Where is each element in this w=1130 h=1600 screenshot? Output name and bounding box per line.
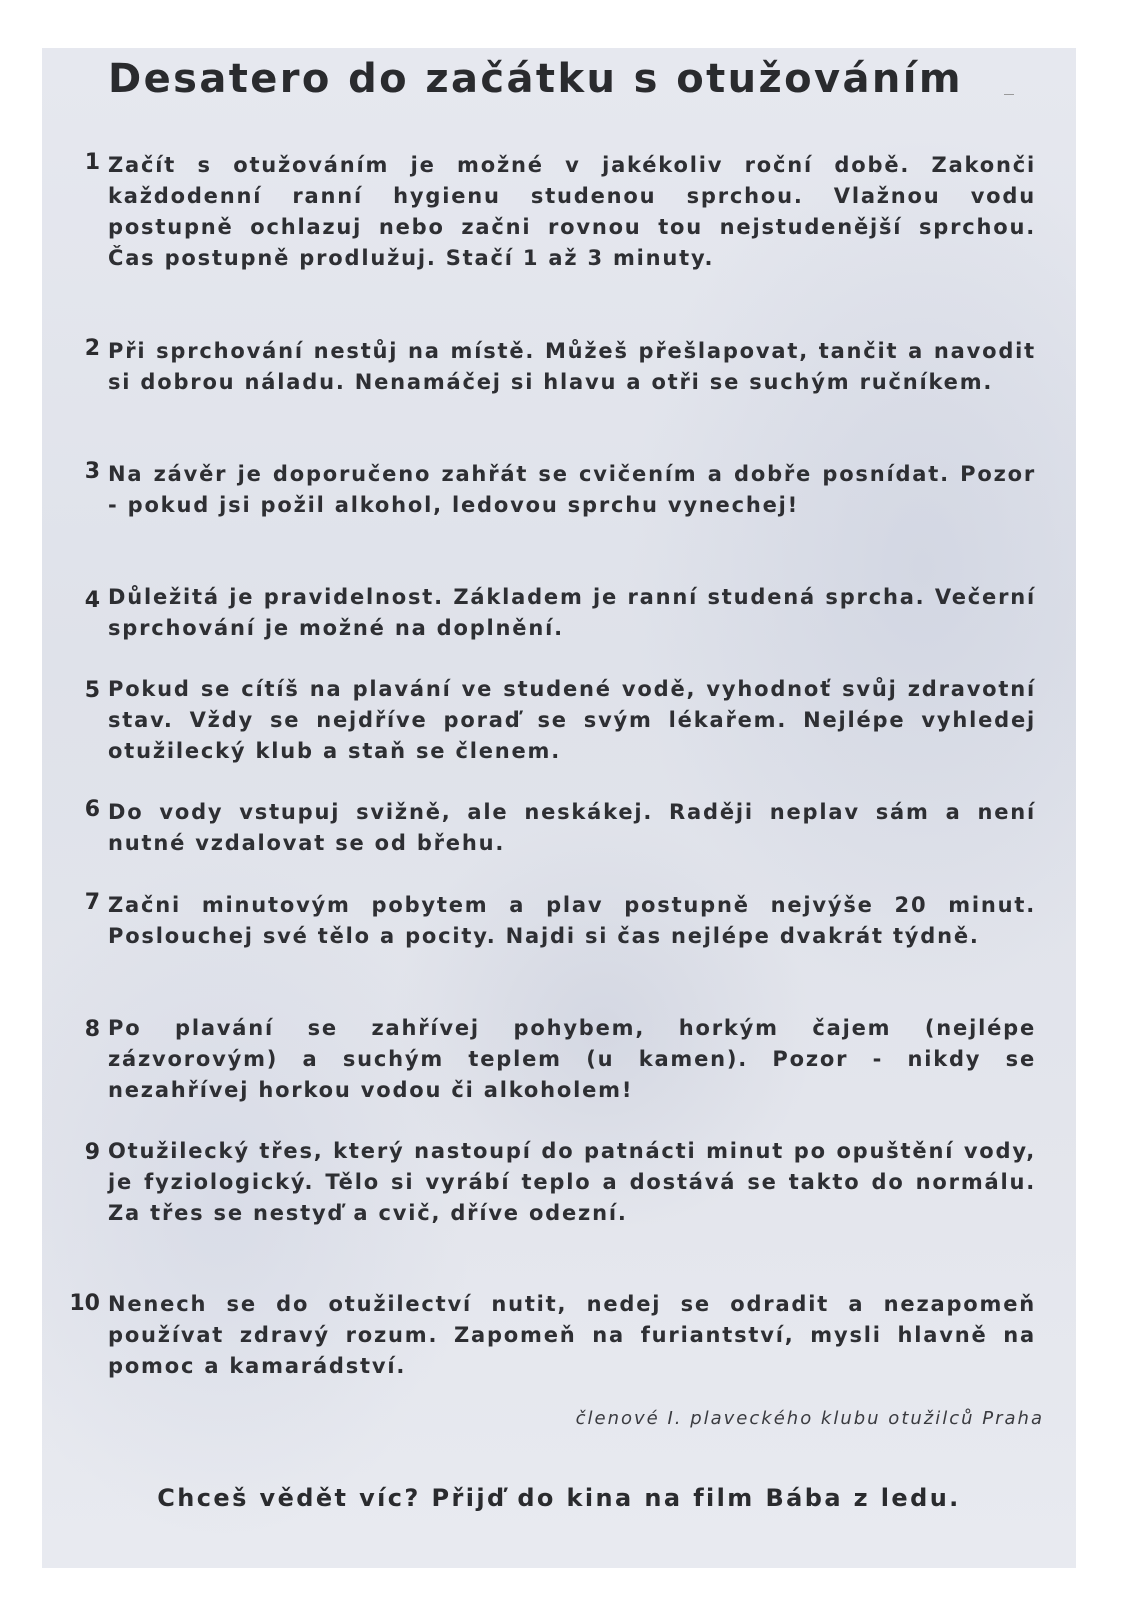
item-number: 6: [84, 797, 100, 822]
item-text: Na závěr je doporučeno zahřát se cvičením a dobře posnídat. Pozor - pokud jsi požil alkohol, ledovou sprchu vynechej!: [108, 462, 1036, 517]
item-text: Otužilecký třes, který nastoupí do patnácti minut po opuštění vody, je fyziologický. Tělo si vyrábí teplo a dostává se takto do normálu. Za třes se nestyď a cvič, dříve odezní.: [108, 1139, 1036, 1225]
item-number: 10: [69, 1291, 100, 1316]
item-number: 2: [84, 336, 100, 361]
item-text: Důležitá je pravidelnost. Základem je ranní studená sprcha. Večerní sprchování je možné na doplnění.: [108, 585, 1036, 640]
item-text: Po plavání se zahřívej pohybem, horkým čajem (nejlépe zázvorovým) a suchým teplem (u kamen). Pozor - nikdy se nezahřívej horkou vodou či alkoholem!: [108, 1016, 1036, 1102]
item-text: Do vody vstupuj svižně, ale neskákej. Raději neplav sám a není nutné vzdalovat se od břehu.: [108, 800, 1036, 855]
item-number: 7: [84, 890, 100, 915]
signature: členové I. plaveckého klubu otužilců Praha: [575, 1408, 1044, 1429]
item-number: 8: [84, 1017, 100, 1042]
item-text: Při sprchování nestůj na místě. Můžeš přešlapovat, tančit a navodit si dobrou náladu. Nenamáčej si hlavu a otři se suchým ručníkem.: [108, 339, 1036, 394]
item-number: 4: [84, 588, 100, 613]
item-number: 1: [84, 150, 100, 175]
item-text: Nenech se do otužilectví nutit, nedej se odradit a nezapomeň používat zdravý rozum. Zapomeň na furiantství, mysli hlavně na pomoc a kamarádství.: [108, 1292, 1036, 1378]
item-number: 5: [84, 678, 100, 703]
footer-note: Chceš vědět víc? Přijď do kina na film Bába z ledu.: [157, 1484, 961, 1512]
item-text: Pokud se cítíš na plavání ve studené vodě, vyhodnoť svůj zdravotní stav. Vždy se nejdříve poraď se svým lékařem. Nejlépe vyhledej otužilecký klub a staň se členem.: [108, 677, 1036, 763]
item-number: 3: [84, 459, 100, 484]
document-title: Desatero do začátku s otužováním: [108, 56, 963, 102]
item-text: Začít s otužováním je možné v jakékoliv roční době. Zakonči každodenní ranní hygienu studenou sprchou. Vlažnou vodu postupně ochlazuj nebo začni rovnou tou nejstudenější sprchou. Čas postupně prodlužuj. Stačí 1 až 3 minuty.: [108, 153, 1036, 270]
item-number: 9: [84, 1140, 100, 1165]
item-text: Začni minutovým pobytem a plav postupně nejvýše 20 minut. Poslouchej své tělo a pocity. Najdi si čas nejlépe dvakrát týdně.: [108, 893, 1036, 948]
document-page: [42, 48, 1076, 1568]
